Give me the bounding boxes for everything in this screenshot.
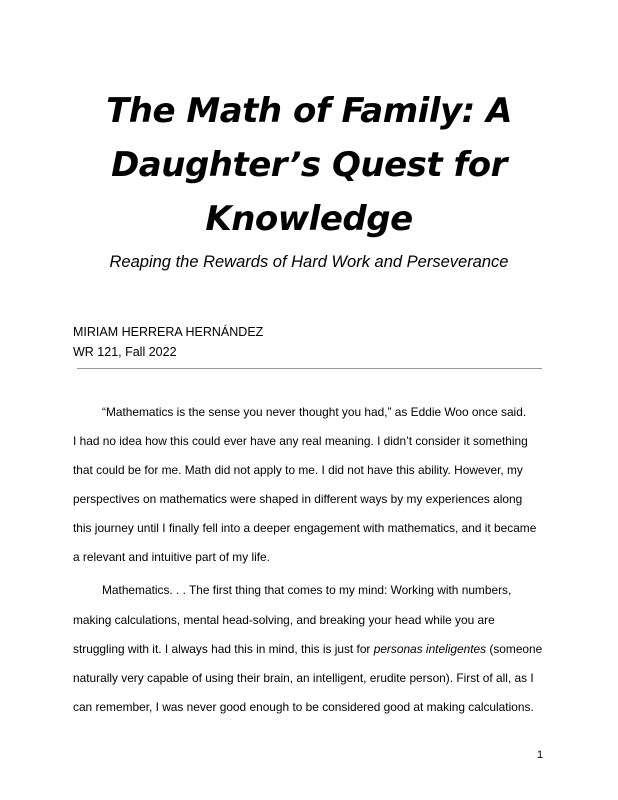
title-line-2: Daughter’s Quest for [111, 145, 507, 185]
paragraph-1-line-4: perspectives on mathematics were shaped in different ways by my experiences along [73, 492, 523, 506]
paragraph-2-line-3-tail: (someone [489, 642, 543, 656]
paragraph-2-line-3-end [486, 642, 542, 656]
paragraph-1-line-3: that could be for me. Math did not apply to me. I did not have this ability. However, my [73, 463, 523, 477]
paragraph-1-line-5: this journey until I finally fell into a deeper engagement with mathematics, and it became [73, 521, 537, 535]
title-line-3: Knowledge [205, 199, 413, 239]
title-line-1: The Math of Family: A [106, 91, 512, 131]
author-name: MIRIAM HERRERA HERNÁNDEZ [73, 325, 264, 339]
paragraph-2-line-5: can remember, I was never good enough to be considered good at making calculations. [73, 700, 534, 714]
paragraph-2-line-3 [73, 641, 553, 657]
paragraph-2-line-1: Mathematics. . . The first thing that comes to my mind: Working with numbers, [102, 583, 512, 597]
paragraph-1-line-1: “Mathematics is the sense you never thought you had,” as Eddie Woo once said. [102, 405, 527, 419]
paragraph-2-line-2: making calculations, mental head-solving, and breaking your head while you are [73, 613, 495, 627]
course-info: WR 121, Fall 2022 [73, 345, 177, 359]
paragraph-1-line-6: a relevant and intuitive part of my life. [73, 550, 270, 564]
paragraph-2-line-4: naturally very capable of using their brain, an intelligent, erudite person). First of all, as I [73, 671, 534, 685]
italic-phrase: personas inteligentes [373, 642, 487, 656]
document-title [60, 84, 558, 246]
document-subtitle: Reaping the Rewards of Hard Work and Perseverance [109, 253, 509, 271]
divider-line [77, 368, 542, 369]
paragraph-2-line-3-start: struggling with it. I always had this in mind, this is just for [73, 642, 374, 656]
page-number: 1 [537, 749, 544, 761]
paragraph-1-line-2: I had no idea how this could ever have any real meaning. I didn’t consider it something [73, 434, 528, 448]
